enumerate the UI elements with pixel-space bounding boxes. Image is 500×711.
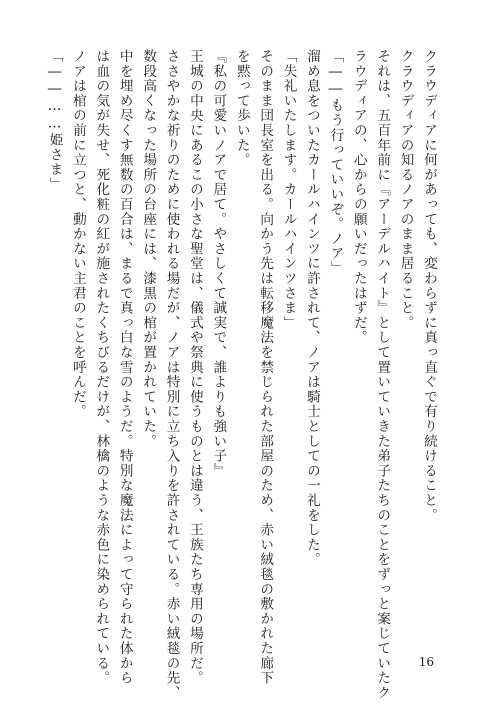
text-line: を黙って歩いた。 bbox=[233, 49, 250, 168]
text-line: ノアは棺の前に立つと、動かない主君のことを呼んだ。 bbox=[69, 49, 86, 419]
page-number: 16 bbox=[418, 655, 434, 669]
text-line: 「――……姫さま」 bbox=[46, 49, 63, 192]
text-line: 「――もう行っていいぞ。ノア」 bbox=[327, 49, 344, 276]
text-line: は血の気が失せ、死化粧の紅が施されたくちびるだけが、林檎のような赤色に染められている。 bbox=[93, 49, 110, 686]
text-line: 中を埋め尽くす無数の百合は、まるで真っ白な雪のようだ。特別な魔法によって守られた体から bbox=[116, 49, 133, 686]
text-line: そのまま団長室を出る。向かう先は転移魔法を禁じられた部屋のため、赤い絨毯の敷かれた廊下 bbox=[257, 49, 274, 686]
text-line: 「失礼いたします。カールハインツさま」 bbox=[280, 49, 297, 331]
text-line: クラウディアに何があっても、変わらずに真っ直ぐで有り続けること。 bbox=[421, 49, 437, 523]
text-line: それは、五百年前に『アーデルハイト』として置いていき​た弟子たちのことをずっと案じていたク bbox=[374, 49, 391, 701]
text-line: クラウディアの知るノアのまま居ること。 bbox=[397, 49, 414, 331]
text-line: 王城の中央にあるこの小さな聖堂は、儀式や祭典に使うものとは違う、王族たち専用の場所だ。 bbox=[186, 49, 203, 686]
text-line: 『私の可愛いノアで居て。やさしくて誠実で、誰よりも強い子』 bbox=[210, 49, 227, 479]
text-line: 数段高くなった場所の台座には、漆黒の棺が置かれていた。 bbox=[140, 49, 157, 449]
text-line: ささやかな祈りのために使われる場だが、ノアは特別に立ち入りを許されている。赤い絨毯の先、 bbox=[163, 49, 180, 701]
text-line: 溜め息をついたカールハインツに許されて、ノアは騎士としての一礼をした。 bbox=[303, 49, 320, 567]
text-line: ラウディアの、心からの願いだったはずだ。 bbox=[350, 49, 367, 345]
